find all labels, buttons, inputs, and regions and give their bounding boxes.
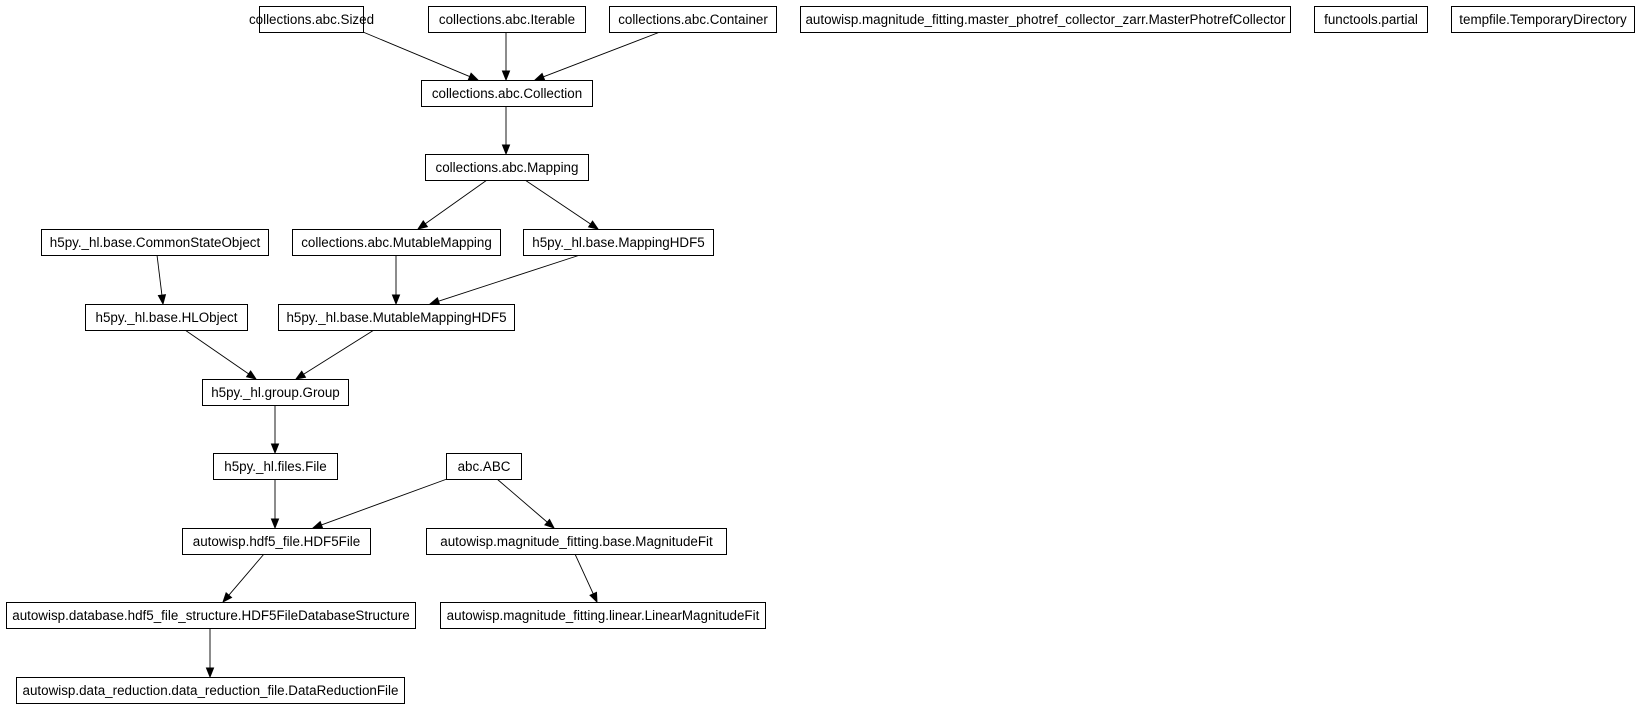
node-mapping-hdf5[interactable] [524,230,714,256]
edges-layer [157,32,660,677]
edge-line [439,255,580,301]
arrowhead [296,371,306,379]
node-label: h5py._hl.base.MappingHDF5 [532,235,705,250]
arrowhead [418,221,427,229]
node-drfile[interactable] [17,678,405,704]
arrowhead [271,519,278,528]
arrowhead [545,519,554,528]
arrowhead [271,444,278,453]
arrowhead [313,522,323,529]
arrowhead [158,295,165,304]
edge-line [304,330,374,374]
arrowhead [206,668,213,677]
node-sized[interactable] [249,7,374,33]
node-label: collections.abc.MutableMapping [301,235,492,250]
edge-sized-to-collection [363,32,478,80]
edge-line [229,554,264,595]
node-label: collections.abc.Collection [431,86,583,101]
edge-mutable_mapping_hdf5-to-group [296,330,374,379]
edge-hlobject-to-group [185,330,256,379]
arrowhead [589,221,598,229]
arrowhead [392,295,399,304]
node-partial[interactable] [1315,7,1428,33]
node-label: abc.ABC [457,459,511,474]
node-label: functools.partial [1324,12,1418,27]
node-label: autowisp.magnitude_fitting.base.MagnitudeFit [440,534,713,549]
node-label: collections.abc.Container [618,12,768,27]
node-group[interactable] [203,380,349,406]
arrowhead [535,73,545,80]
edge-line [321,479,447,525]
node-master-photref[interactable] [801,7,1291,33]
node-tempdir[interactable] [1452,7,1635,33]
edge-line [497,479,547,522]
node-file[interactable] [214,454,338,480]
arrowhead [502,145,509,154]
arrowhead [223,593,232,602]
edge-iterable-to-collection [502,32,509,80]
node-label: tempfile.TemporaryDirectory [1459,12,1627,27]
edge-mutable_mapping-to-mutable_mapping_hdf5 [392,255,399,304]
node-linear-magfit[interactable] [441,603,766,629]
node-label: h5py._hl.base.MutableMappingHDF5 [286,310,507,325]
node-container[interactable] [610,7,777,33]
node-abc[interactable] [447,454,522,480]
edge-hdf5file-to-hdf5db [223,554,264,602]
edge-line [425,180,487,224]
arrowhead [247,371,256,379]
edge-line [363,32,470,77]
edge-magfit-to-linear_magfit [575,554,597,602]
node-mutable-mapping[interactable] [293,230,501,256]
edge-line [543,32,660,77]
node-hdf5db[interactable] [7,603,416,629]
arrowhead [502,71,509,80]
edge-line [525,180,591,224]
node-iterable[interactable] [429,7,586,33]
edge-group-to-file [271,405,278,453]
node-collection[interactable] [422,81,593,107]
node-hlobject[interactable] [86,305,248,331]
node-label: autowisp.magnitude_fitting.linear.LinearMagnitudeFit [446,608,760,623]
node-label: collections.abc.Sized [248,12,375,27]
arrowhead [468,73,478,80]
node-label: autowisp.database.hdf5_file_structure.HDF5FileDatabaseStructure [12,608,410,623]
node-label: autowisp.magnitude_fitting.master_photref_collector_zarr.MasterPhotrefCollector [805,12,1286,27]
edge-common_state-to-hlobject [157,255,165,304]
edge-mapping-to-mutable_mapping [418,180,487,229]
arrowhead [590,592,597,602]
node-label: collections.abc.Mapping [435,160,579,175]
edge-mapping-to-mapping_hdf5 [525,180,598,229]
nodes-layer [7,7,1635,704]
arrowhead [430,298,440,305]
node-label: collections.abc.Iterable [438,12,576,27]
edge-line [157,255,162,295]
node-mutable-mapping-hdf5[interactable] [279,305,515,331]
edge-abc-to-hdf5file [313,479,447,528]
edge-abc-to-magfit [497,479,554,528]
edge-line [185,330,249,374]
node-label: h5py._hl.files.File [224,459,327,474]
edge-collection-to-mapping [502,106,509,154]
node-label: h5py._hl.base.HLObject [95,310,238,325]
edge-hdf5db-to-drfile [206,628,213,677]
node-label: h5py._hl.base.CommonStateObject [49,235,261,250]
node-label: autowisp.data_reduction.data_reduction_file.DataReductionFile [22,683,399,698]
node-magfit[interactable] [427,529,727,555]
node-mapping[interactable] [426,155,589,181]
edge-line [575,554,593,594]
edge-container-to-collection [535,32,660,80]
edge-file-to-hdf5file [271,479,278,528]
node-label: autowisp.hdf5_file.HDF5File [192,534,361,549]
edge-mapping_hdf5-to-mutable_mapping_hdf5 [430,255,580,305]
node-common-state[interactable] [42,230,269,256]
node-label: h5py._hl.group.Group [211,385,340,400]
node-hdf5file[interactable] [183,529,371,555]
